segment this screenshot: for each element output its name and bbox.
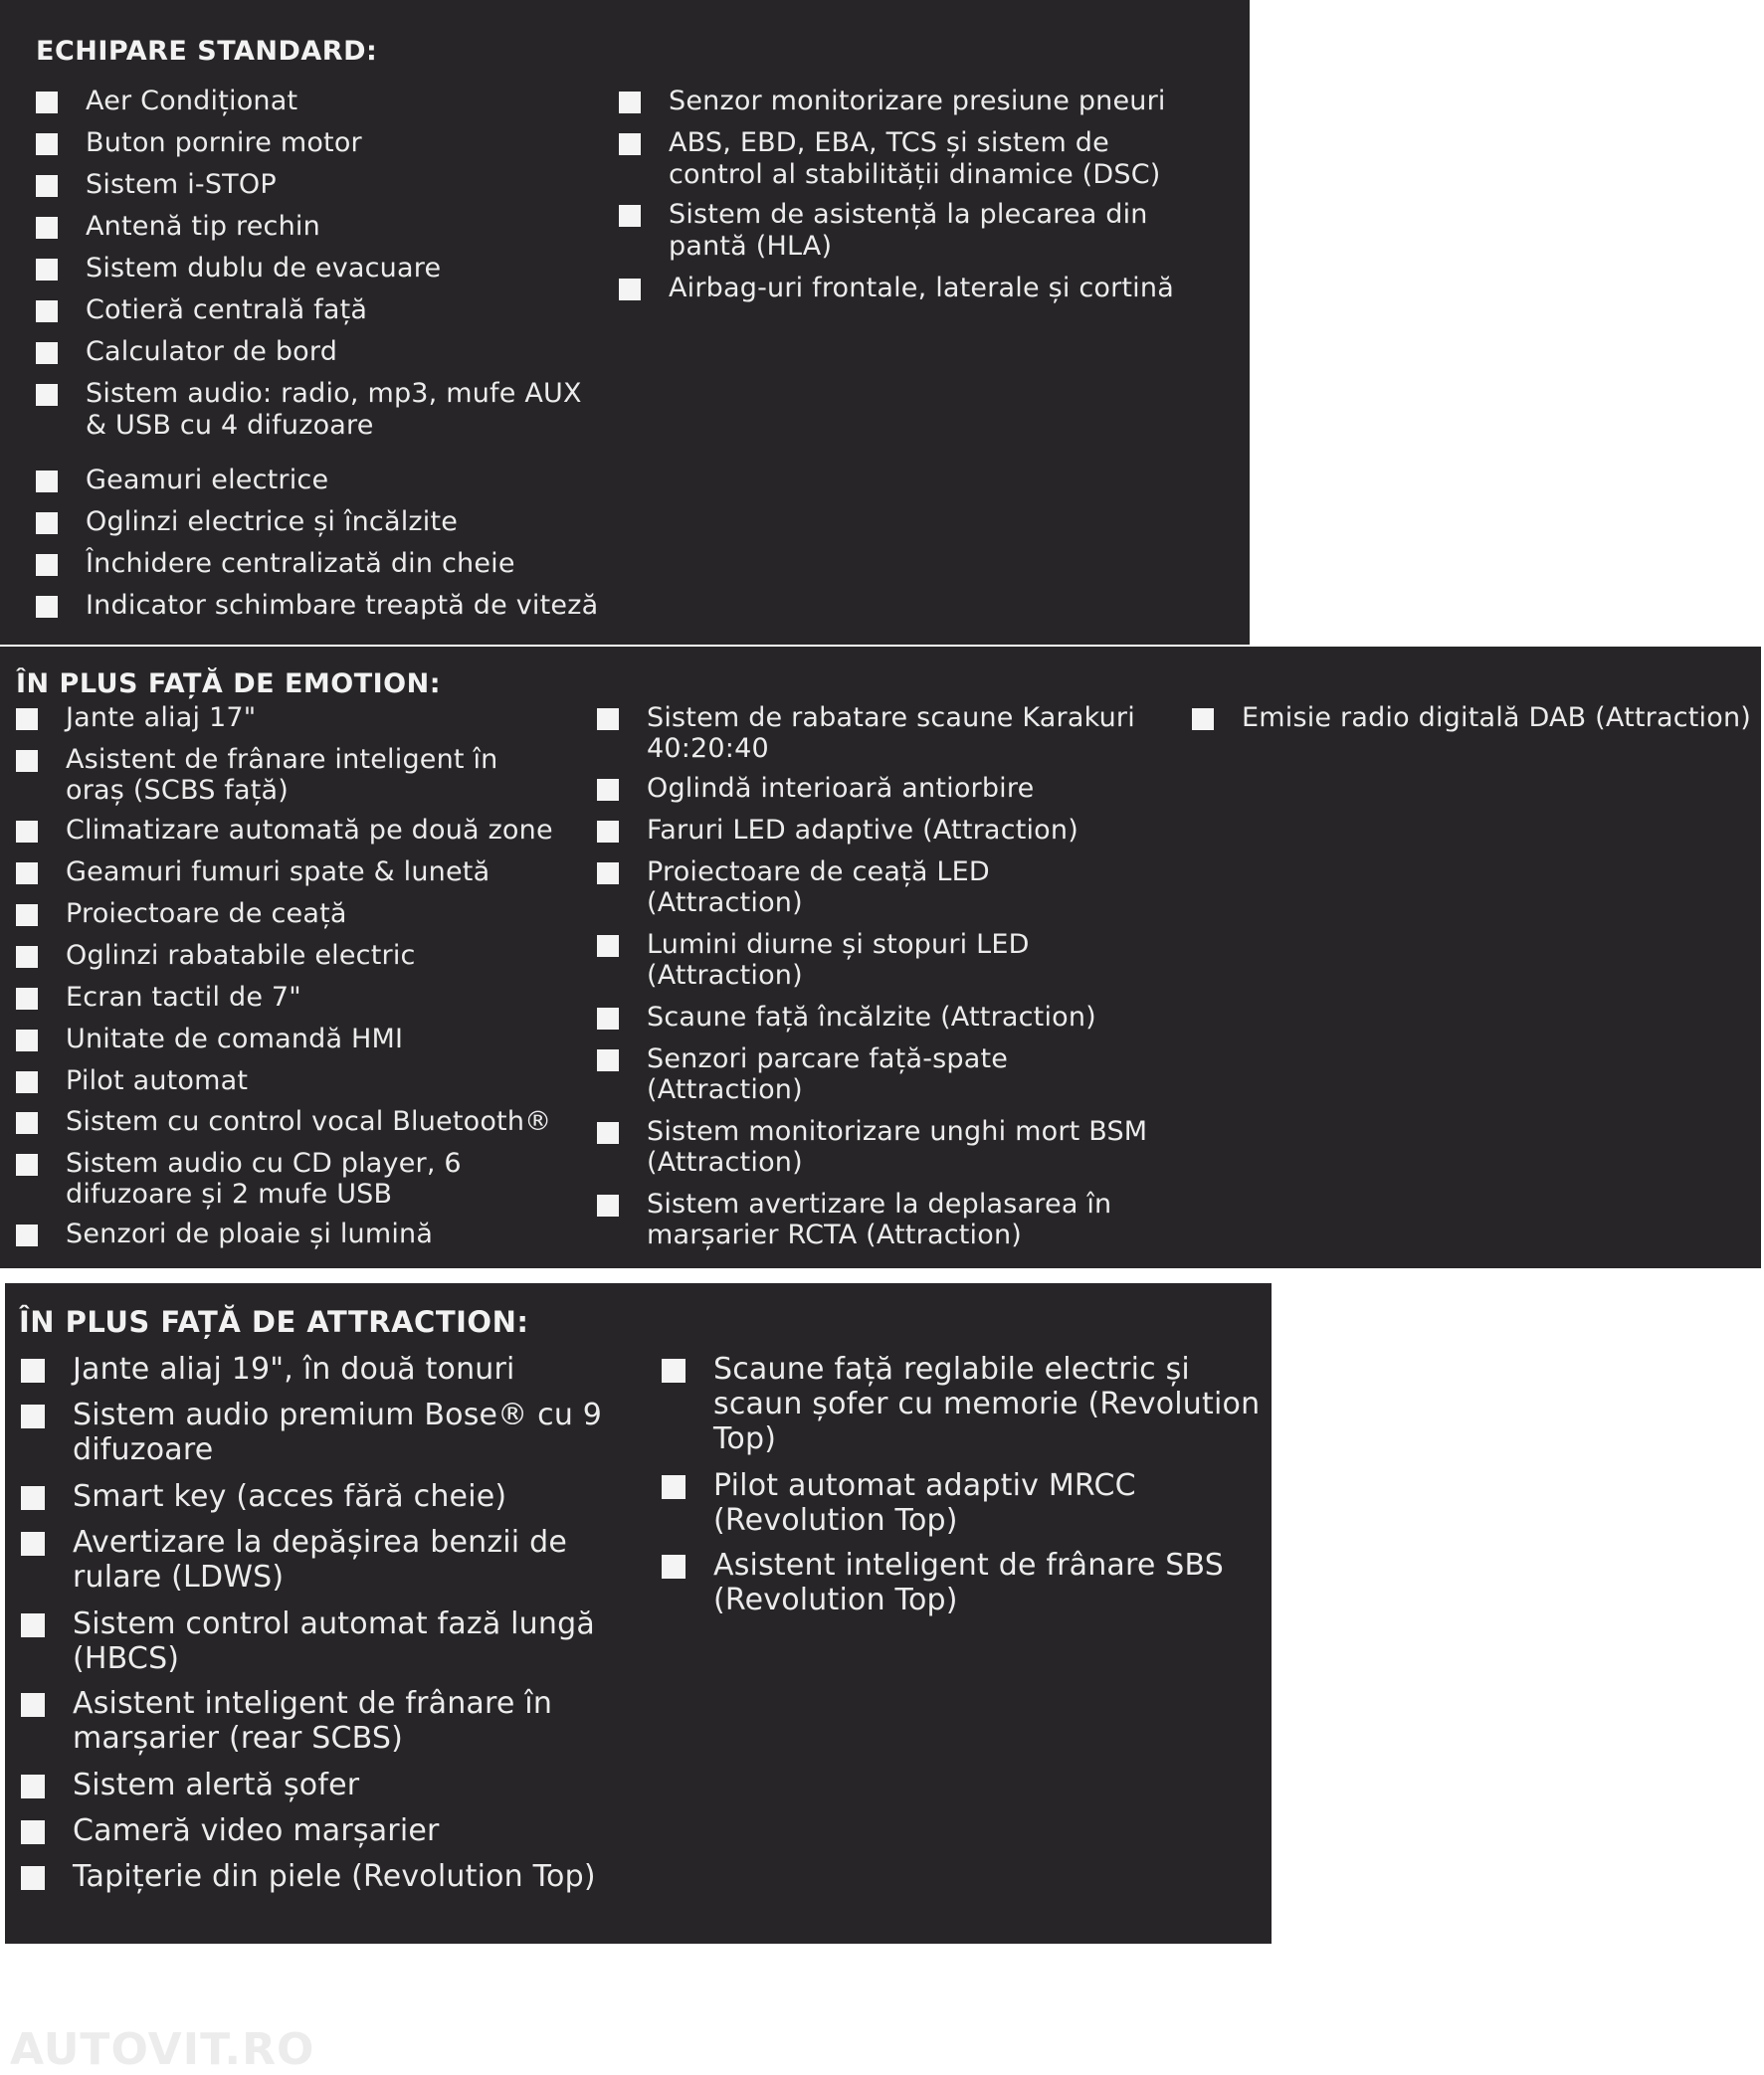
feature-item: Sistem audio: radio, mp3, mufe AUX & USB cu 4 difuzoare	[36, 378, 582, 442]
section-title: ÎN PLUS FAȚĂ DE ATTRACTION:	[19, 1305, 529, 1339]
feature-item: Sistem audio cu CD player, 6 difuzoare și 2 mufe USB	[16, 1148, 462, 1210]
feature-item: Oglindă interioară antiorbire	[597, 773, 1034, 804]
feature-item: Pilot automat adaptiv MRCC (Revolution Top)	[662, 1468, 1136, 1538]
feature-item: Cameră video marșarier	[21, 1813, 440, 1848]
attraction-extras-panel	[5, 1283, 1272, 1944]
feature-item: ABS, EBD, EBA, TCS și sistem de control al stabilității dinamice (DSC)	[619, 127, 1161, 191]
watermark: AUTOVIT.RO	[10, 2024, 315, 2075]
feature-item: Climatizare automată pe două zone	[16, 815, 553, 846]
feature-item: Lumini diurne și stopuri LED (Attraction)	[597, 929, 1030, 991]
feature-item: Avertizare la depășirea benzii de rulare (LDWS)	[21, 1525, 567, 1595]
feature-item: Scaune față încălzite (Attraction)	[597, 1002, 1096, 1033]
feature-item: Oglinzi rabatabile electric	[16, 940, 416, 971]
feature-item: Calculator de bord	[36, 336, 337, 368]
feature-item: Sistem alertă șofer	[21, 1768, 359, 1802]
feature-item: Buton pornire motor	[36, 127, 362, 159]
feature-item: Faruri LED adaptive (Attraction)	[597, 815, 1078, 846]
feature-item: Emisie radio digitală DAB (Attraction)	[1192, 702, 1751, 733]
feature-item: Jante aliaj 17"	[16, 702, 256, 733]
feature-item: Asistent inteligent de frânare în marșarier (rear SCBS)	[21, 1686, 552, 1756]
emotion-extras-panel	[0, 647, 1761, 1268]
feature-item: Unitate de comandă HMI	[16, 1024, 403, 1054]
feature-item: Scaune față reglabile electric și scaun șofer cu memorie (Revolution Top)	[662, 1352, 1260, 1456]
feature-item: Sistem de asistență la plecarea din pantă (HLA)	[619, 199, 1148, 263]
feature-item: Ecran tactil de 7"	[16, 982, 301, 1013]
feature-item: Airbag-uri frontale, laterale și cortină	[619, 273, 1174, 304]
feature-item: Tapițerie din piele (Revolution Top)	[21, 1859, 596, 1894]
standard-equipment-panel	[0, 0, 1250, 645]
feature-item: Sistem de rabatare scaune Karakuri 40:20:40	[597, 702, 1135, 764]
section-title: ECHIPARE STANDARD:	[36, 36, 378, 67]
feature-item: Senzori de ploaie și lumină	[16, 1219, 433, 1249]
feature-item: Sistem monitorizare unghi mort BSM (Attraction)	[597, 1116, 1147, 1178]
feature-item: Sistem avertizare la deplasarea în marșarier RCTA (Attraction)	[597, 1189, 1111, 1250]
feature-item: Sistem cu control vocal Bluetooth®	[16, 1106, 551, 1137]
feature-item: Sistem audio premium Bose® cu 9 difuzoare	[21, 1398, 602, 1467]
feature-item: Senzori parcare față-spate (Attraction)	[597, 1043, 1008, 1105]
feature-item: Cotieră centrală față	[36, 294, 367, 326]
feature-item: Jante aliaj 19", în două tonuri	[21, 1352, 515, 1387]
feature-item: Sistem i-STOP	[36, 169, 277, 201]
feature-item: Indicator schimbare treaptă de viteză	[36, 590, 598, 622]
feature-item: Sistem control automat fază lungă (HBCS)	[21, 1606, 595, 1676]
feature-item: Geamuri electrice	[36, 465, 328, 496]
feature-item: Proiectoare de ceață	[16, 898, 347, 929]
feature-item: Asistent inteligent de frânare SBS (Revolution Top)	[662, 1548, 1224, 1617]
feature-item: Aer Condiționat	[36, 86, 297, 117]
feature-item: Închidere centralizată din cheie	[36, 548, 515, 580]
feature-item: Oglinzi electrice și încălzite	[36, 506, 458, 538]
feature-item: Sistem dublu de evacuare	[36, 253, 441, 284]
feature-item: Proiectoare de ceață LED (Attraction)	[597, 856, 990, 918]
feature-item: Senzor monitorizare presiune pneuri	[619, 86, 1166, 117]
feature-item: Geamuri fumuri spate & lunetă	[16, 856, 490, 887]
feature-item: Antenă tip rechin	[36, 211, 320, 243]
feature-item: Smart key (acces fără cheie)	[21, 1479, 506, 1514]
feature-item: Pilot automat	[16, 1065, 248, 1096]
feature-item: Asistent de frânare inteligent în oraș (SCBS față)	[16, 744, 498, 806]
section-title: ÎN PLUS FAȚĂ DE EMOTION:	[16, 668, 442, 699]
